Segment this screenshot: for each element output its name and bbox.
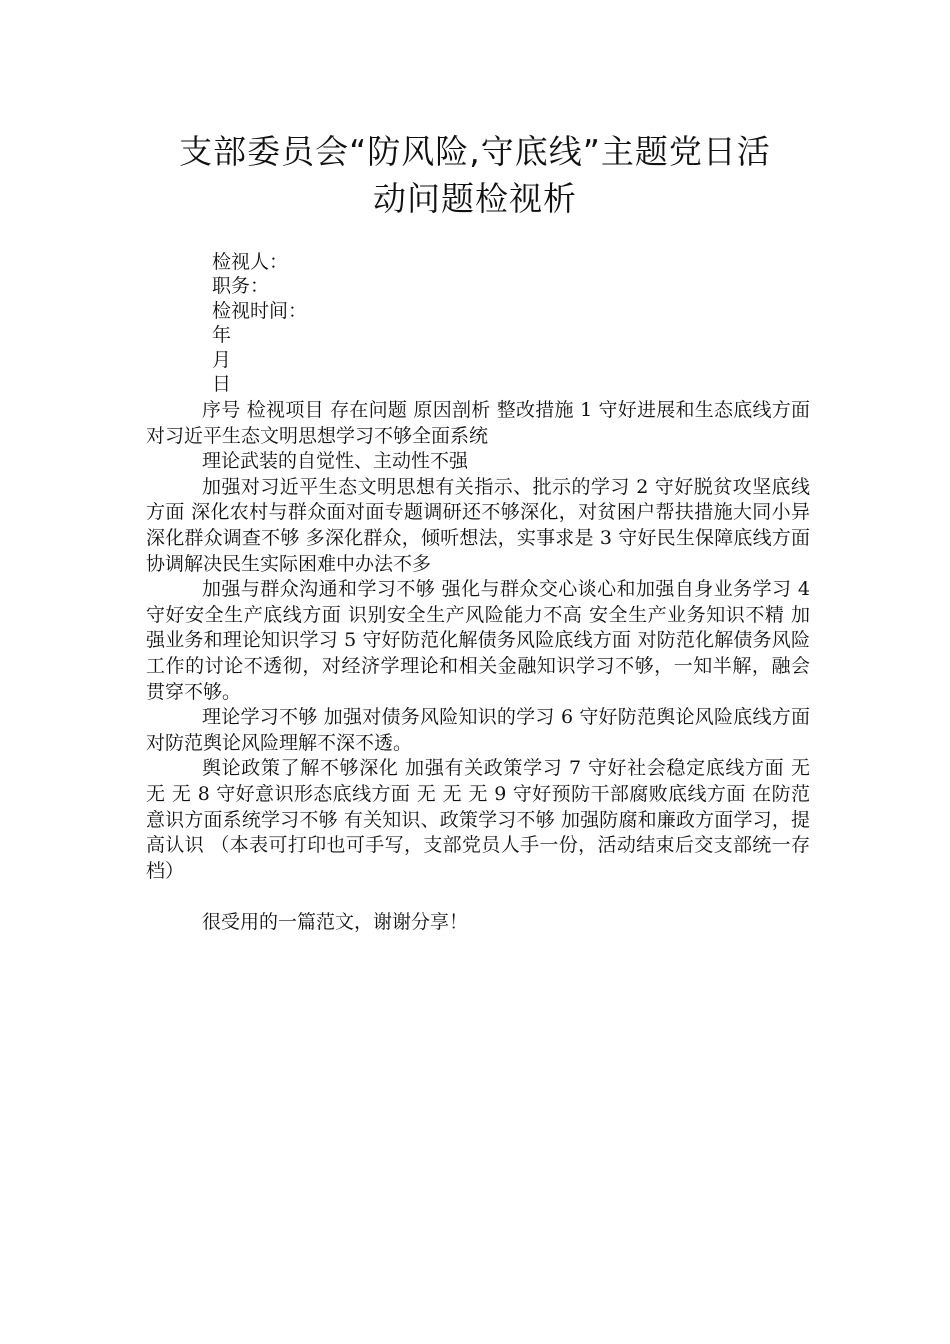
title-line-2: 动问题检视析 <box>373 179 577 218</box>
body-paragraph-1: 序号 检视项目 存在问题 原因剖析 整改措施 1 守好进展和生态底线方面 对习近平生态文明思想学习不够全面系统 <box>146 399 810 447</box>
position-label: 职务： <box>212 275 270 298</box>
body-paragraph-6: 舆论政策了解不够深化 加强有关政策学习 7 守好社会稳定底线方面 无 无 无 8 守好意识形态底线方面 无 无 无 9 守好预防干部腐败底线方面 在防范意识方面系统学习不够 有关知识、政策学习不够 加强防腐和廉政方面学习，提高认识 （本表可打印也可手写，支部党员人手一份，活动结束后交支部统一存档） <box>146 757 810 882</box>
body-paragraph-3: 加强对习近平生态文明思想有关指示、批示的学习 2 守好脱贫攻坚底线方面 深化农村与群众面对面专题调研还不够深化，对贫困户帮扶措施大同小异 深化群众调查不够 多深化群众，倾听想法，实事求是 3 守好民生保障底线方面 协调解决民生实际困难中办法不多 <box>146 475 810 575</box>
body-paragraph-4: 加强与群众沟通和学习不够 强化与群众交心谈心和加强自身业务学习 4 守好安全生产底线方面 识别安全生产风险能力不高 安全生产业务知识不精 加强业务和理论知识学习 5 守好防范化解债务风险底线方面 对防范化解债务风险工作的讨论不透彻，对经济学理论和相关金融知识学习不够，一知半解，融会贯穿不够。 <box>146 578 810 703</box>
day-label: 日 <box>212 373 232 396</box>
body-paragraph-5: 理论学习不够 加强对债务风险知识的学习 6 守好防范舆论风险底线方面 对防范舆论风险理解不深不透。 <box>146 706 810 754</box>
title-line-1: 支部委员会“防风险,守底线”主题党日活 <box>179 132 771 171</box>
body-paragraph-2: 理论武装的自觉性、主动性不强 <box>202 450 469 473</box>
document-body <box>146 398 810 936</box>
document-title <box>120 128 830 222</box>
closing-remark: 很受用的一篇范文，谢谢分享！ <box>202 911 469 934</box>
inspection-meta <box>212 250 307 396</box>
inspect-time-label: 检视时间： <box>212 299 308 322</box>
inspector-label: 检视人： <box>212 251 289 273</box>
month-label: 月 <box>212 348 232 371</box>
year-label: 年 <box>212 324 232 347</box>
